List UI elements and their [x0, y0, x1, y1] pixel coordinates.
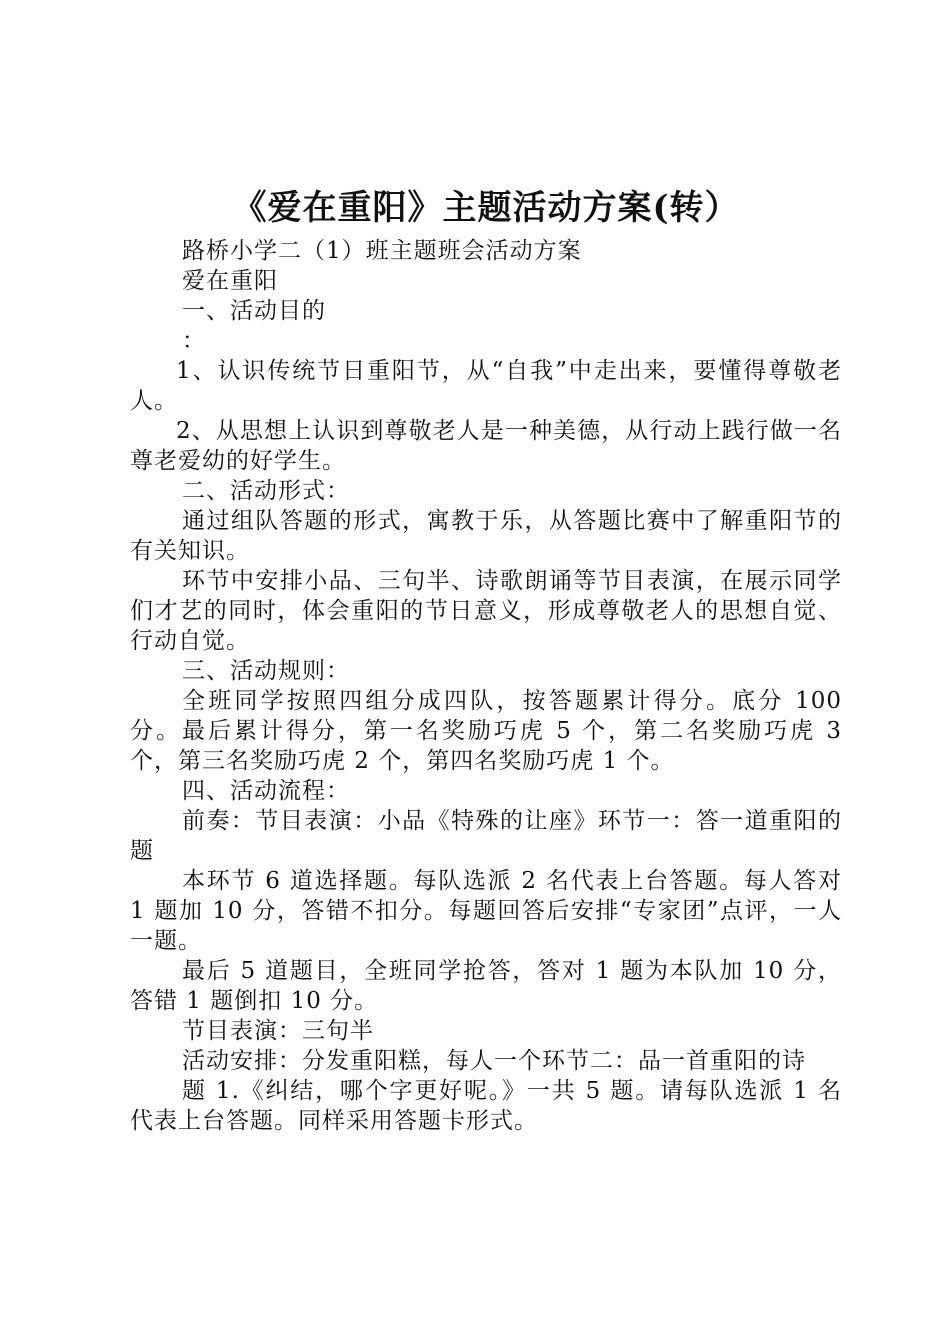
paragraph-theme: 爱在重阳	[182, 268, 278, 294]
paragraph-purpose-1: 1、认识传统节日重阳节，从“自我”中走出来，要懂得尊敬老人。	[130, 358, 842, 414]
paragraph-colon: ：	[182, 328, 206, 354]
document-title: 《爱在重阳》主题活动方案(转）	[232, 188, 740, 228]
paragraph-form-1: 通过组队答题的形式，寓教于乐，从答题比赛中了解重阳节的有关知识。	[130, 508, 842, 564]
paragraph-rules: 全班同学按照四组分成四队，按答题累计得分。底分 100 分。最后累计得分，第一名奖励巧虎 5 个，第二名奖励巧虎 3 个，第三名奖励巧虎 2 个，第四名奖励巧虎 1 个。	[130, 688, 842, 774]
heading-process: 四、活动流程：	[182, 778, 350, 804]
paragraph-section-1: 本环节 6 道选择题。每队选派 2 名代表上台答题。每人答对 1 题加 10 分，答错不扣分。每题回答后安排“专家团”点评，一人一题。	[130, 868, 842, 954]
paragraph-form-2: 环节中安排小品、三句半、诗歌朗诵等节目表演，在展示同学们才艺的同时，体会重阳的节日意义，形成尊敬老人的思想自觉、行动自觉。	[130, 568, 842, 654]
paragraph-poem-questions: 题 1.《纠结，哪个字更好呢。》一共 5 题。请每队选派 1 名代表上台答题。同样采用答题卡形式。	[130, 1078, 842, 1134]
paragraph-purpose-2: 2、从思想上认识到尊敬老人是一种美德，从行动上践行做一名尊老爱幼的好学生。	[130, 418, 842, 474]
document-page	[130, 180, 842, 1136]
paragraph-final-questions: 最后 5 道题目，全班同学抢答，答对 1 题为本队加 10 分，答错 1 题倒扣 10 分。	[130, 958, 842, 1014]
paragraph-performance: 节目表演：三句半	[182, 1018, 374, 1044]
heading-rules: 三、活动规则：	[182, 658, 350, 684]
paragraph-class-plan: 路桥小学二（1）班主题班会活动方案	[182, 238, 582, 264]
paragraph-arrangement: 活动安排：分发重阳糕，每人一个环节二：品一首重阳的诗	[182, 1048, 806, 1074]
heading-purpose: 一、活动目的	[182, 298, 326, 324]
paragraph-prelude: 前奏：节目表演：小品《特殊的让座》环节一：答一道重阳的题	[130, 808, 842, 864]
heading-form: 二、活动形式：	[182, 478, 350, 504]
